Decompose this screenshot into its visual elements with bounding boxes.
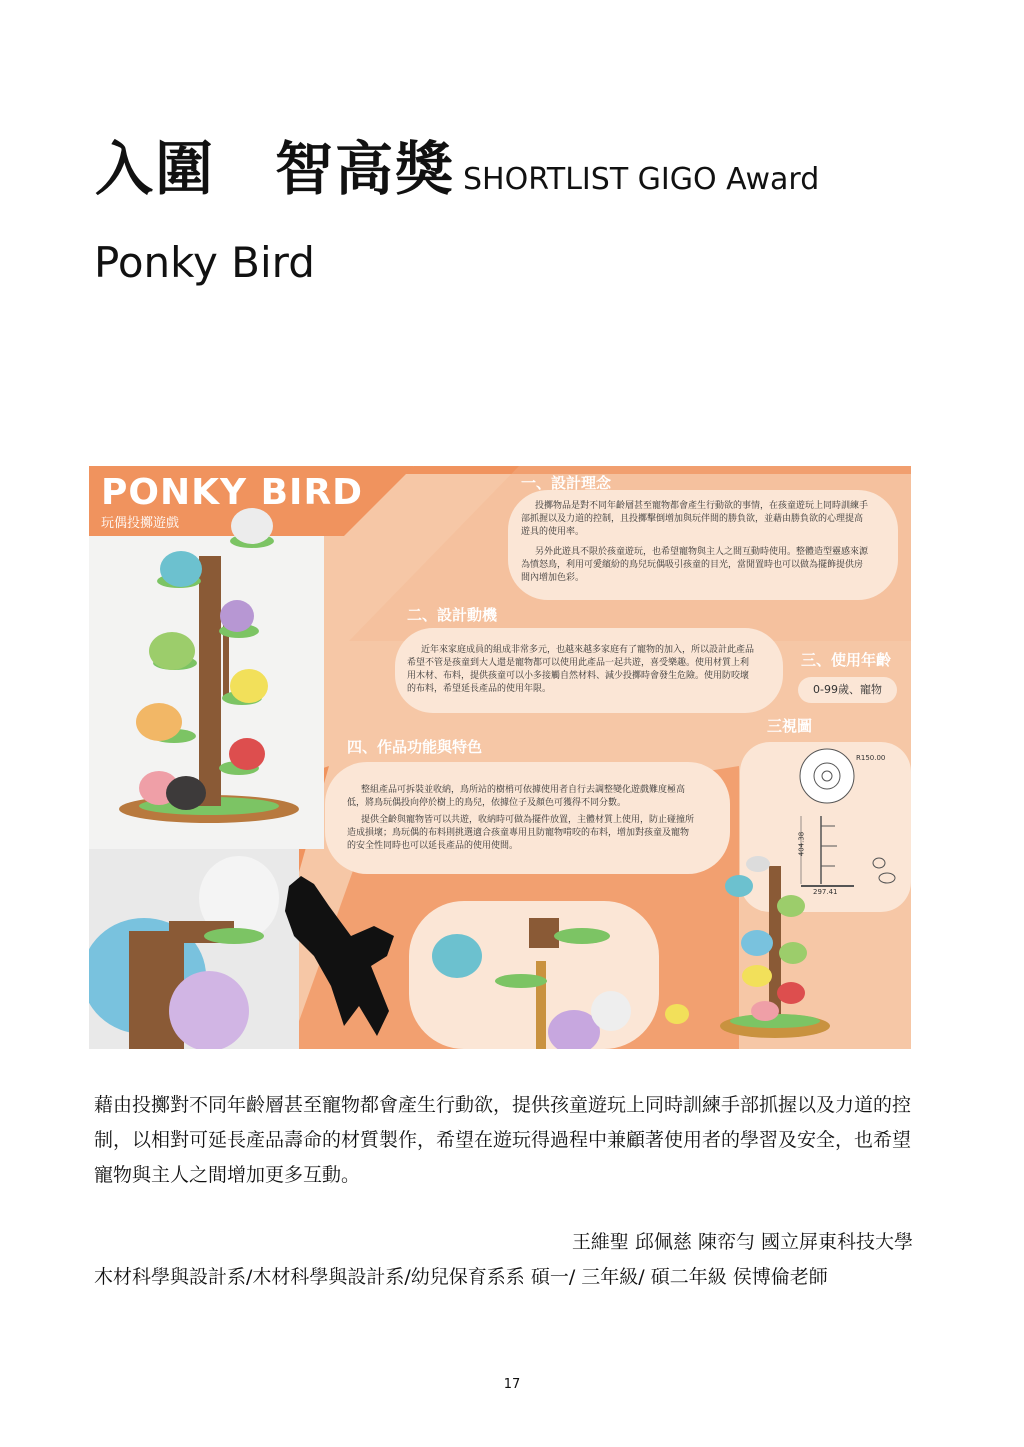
credits-authors: 王維聖 邱佩慈 陳帟勻 國立屏東科技大學 [571,1231,913,1253]
feature-heading: 四、作品功能與特色 [347,738,483,756]
description-paragraph: 藉由投擲對不同年齡層甚至寵物都會產生行動欲，提供孩童遊玩上同時訓練手部抓握以及力道的控制，以相對可延長產品壽命的材質製作，希望在遊玩得過程中兼顧著使用者的學習及安全，也希望寵物與主人之間增加更多互動。 [94,1094,912,1186]
bird-yellow [230,669,268,703]
height-dimension: 404.38 [797,831,806,857]
concept-heading: 一、設計理念 [521,474,612,492]
views-heading: 三視圖 [767,717,813,735]
motive-heading: 二、設計動機 [407,606,498,624]
age-value: 0-99歲、寵物 [798,677,897,703]
product-poster [89,466,911,1049]
radius-dimension: R150.00 [856,754,886,762]
width-dimension: 297.41 [813,888,838,896]
title-english: SHORTLIST GIGO Award [463,162,820,197]
bird-orange [136,703,182,741]
bird-white [231,508,273,544]
concept-text-2: 另外此遊具不限於孩童遊玩，也希望寵物與主人之間互動時使用。整體造型靈感來源為憤怒鳥，利用可愛繽紛的鳥兒玩偶吸引孩童的目光，當閒置時也可以做為擺飾提供房間內增加色彩。 [521,547,869,583]
feature-text-2: 提供全齡與寵物皆可以共遊，收納時可做為擺件放置，主體材質上使用，防止碰撞所造成損壞；鳥玩偶的布料則挑選適合孩童專用且防寵物啃咬的布料，增加對孩童及寵物的安全性同時也可以延長產品的使用使間。 [347,815,695,851]
concept-text-1: 投擲物品是對不同年齡層甚至寵物都會產生行動欲的事情，在孩童遊玩上同時訓練手部抓握以及力道的控制，且投擲擊倒增加與玩伴間的勝負欲，並藉由勝負欲的心理提高遊具的使用率。 [521,501,869,537]
top-view-circle [800,749,854,803]
tree-trunk [199,556,221,806]
bird-blue [160,551,202,587]
page-title [95,122,819,206]
poster-title: PONKY BIRD [101,472,364,513]
product-name: Ponky Bird [94,238,315,287]
bird-red [229,738,265,770]
bird-black [166,776,206,810]
page-number: 17 [503,1377,521,1392]
age-heading: 三、使用年齡 [801,651,892,669]
credits-departments: 木材科學與設計系/木材科學與設計系/幼兒保育系系 碩一/ 三年級/ 碩二年級 侯博倫老師 [94,1266,828,1288]
poster-subtitle: 玩偶投擲遊戲 [101,516,180,531]
title-chinese: 入圍 智高獎 [95,135,456,203]
feature-text-1: 整組產品可拆裝並收納，鳥所站的樹梢可依據使用者自行去調整變化遊戲難度極高低，將鳥玩偶投向停於樹上的鳥兒，依據位子及顏色可獲得不同分數。 [347,785,686,808]
bird-green [149,632,195,670]
bird-purple [220,600,254,632]
motive-text: 近年來家庭成員的組成非常多元，也越來越多家庭有了寵物的加入，所以設計此產品希望不管是孩童到大人還是寵物都可以使用此產品一起共遊，喜受樂趣。使用材質上利用木材、布料，提供孩童可以小多接觸自然材料、減少投擲時會發生危險。使用防咬壞的布料，希望延長產品的使用年限。 [407,645,755,694]
